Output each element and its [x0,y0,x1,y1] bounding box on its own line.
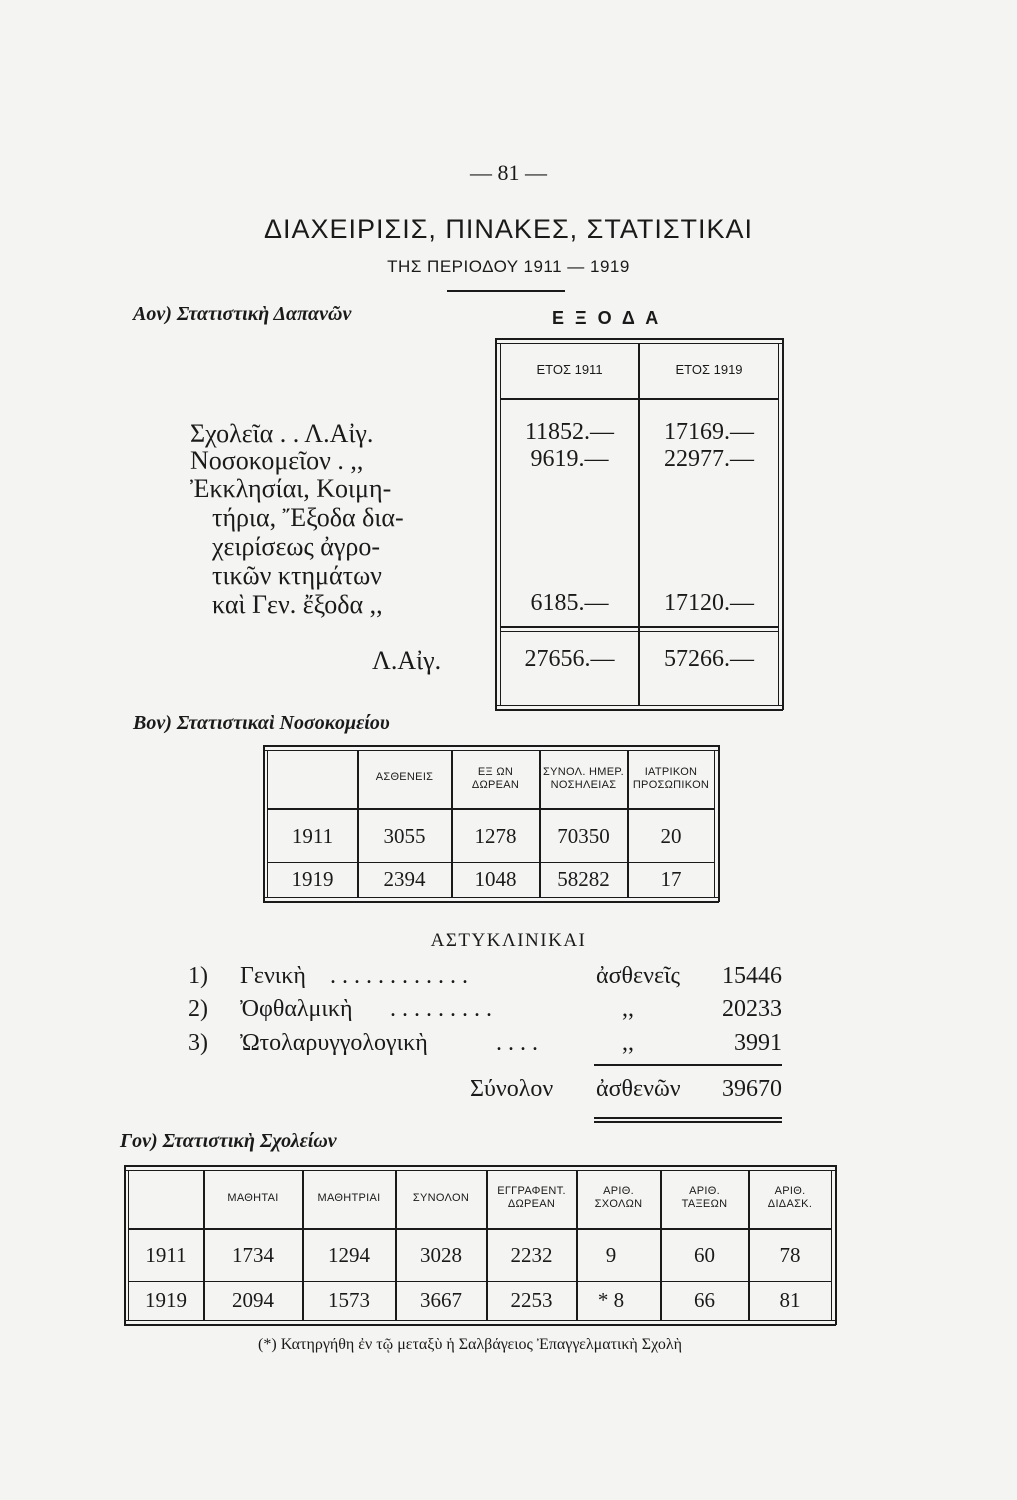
sch-teachers-1919: 81 [779,1288,801,1312]
sch-header-girls: ΜΑΘΗΤΡΙΑΙ [317,1192,381,1204]
clinics-total-rule-2 [594,1121,782,1123]
sch-header-schools-2: ΣΧΟΛΩΝ [594,1198,643,1210]
header-free-1: ΕΞ ΩΝ [477,766,514,778]
clinic-dots-1: . . . . . . . . . . . . [330,963,468,989]
churches-1919: 17120.— [664,590,754,616]
clinics-total-rule-1 [594,1117,782,1119]
hosp-free-1919: 1048 [474,867,517,891]
hosp-patients-1911: 3055 [383,824,426,848]
sch-girls-1911: 1294 [328,1243,370,1267]
sch-header-free-2: ΔΩΡΕΑΝ [507,1198,556,1210]
sch-header-schools-1: ΑΡΙΘ. [603,1185,634,1197]
clinic-num-1: 1) [188,963,208,989]
row-label-churches-4: τικῶν κτημάτων [212,561,382,590]
sch-classes-1911: 60 [694,1243,715,1267]
clinics-total-unit: ἀσθενῶν [596,1076,681,1102]
sch-schools-1919: * 8 [597,1288,625,1312]
hospital-1911: 9619.— [530,446,609,472]
churches-1911: 6185.— [530,590,609,616]
clinic-name-2: Ὀφθαλμικὴ [240,996,353,1022]
sch-year-1911: 1911 [145,1243,187,1267]
hosp-year-1911: 1911 [291,824,334,848]
col-header-1911: ΕΤΟΣ 1911 [536,362,603,377]
total-1919: 57266.— [664,646,754,672]
page-number: — 81 — [470,160,547,185]
hosp-days-1919: 58282 [557,867,610,891]
hosp-staff-1911: 20 [660,824,682,848]
sch-boys-1911: 1734 [232,1243,274,1267]
clinic-num-2: 2) [188,996,208,1022]
footnote: (*) Κατηργήθη ἐν τῷ μεταξὺ ἡ Σαλβάγειος Ἐπαγγελματικὴ Σχολὴ [258,1336,682,1353]
sch-boys-1919: 2094 [232,1288,274,1312]
col-header-1919: ΕΤΟΣ 1919 [675,362,743,377]
sch-header-classes-1: ΑΡΙΘ. [689,1185,720,1197]
sch-schools-1911: 9 [605,1243,617,1267]
sch-year-1919: 1919 [145,1288,187,1312]
hosp-year-1919: 1919 [291,867,334,891]
clinic-unit-3: ,, [622,1030,634,1056]
sch-header-teachers-1: ΑΡΙΘ. [774,1185,806,1197]
sch-free-1919: 2253 [510,1288,553,1312]
row-label-churches-3: χειρίσεως ἀγρο- [212,532,381,561]
row-label-schools: Σχολεῖα . . Λ.Αἰγ. [190,419,374,448]
sch-teachers-1911: 78 [779,1243,801,1267]
section-a-heading: Αον) Στατιστικὴ Δαπανῶν [133,303,352,325]
hospital-1919: 22977.— [664,446,754,472]
sch-header-teachers-2: ΔΙΔΑΣΚ. [767,1198,813,1210]
header-patients: ΑΣΘΕΝΕΙΣ [375,771,434,783]
sch-girls-1919: 1573 [328,1288,370,1312]
clinics-total-label: Σύνολον [470,1076,554,1102]
clinic-dots-2: . . . . . . . . . [390,996,492,1022]
row-label-churches-2: τήρια, Ἔξοδα δια- [212,503,404,532]
row-label-hospital: Νοσοκομεῖον . ,, [190,446,364,475]
row-label-churches-5: καὶ Γεν. ἔξοδα ,, [212,590,383,619]
page-subtitle: ΤΗΣ ΠΕΡΙΟΔΟΥ 1911 — 1919 [387,257,630,276]
page-title: ΔΙΑΧΕΙΡΙΣΙΣ, ΠΙΝΑΚΕΣ, ΣΤΑΤΙΣΤΙΚΑΙ [263,214,754,244]
header-days-1: ΣΥΝΟΛ. ΗΜΕΡ. [543,766,624,778]
sch-header-free-1: ΕΓΓΡΑΦΕΝΤ. [497,1185,566,1197]
hosp-staff-1919: 17 [660,867,682,891]
clinics-sum-rule [594,1064,782,1066]
clinic-name-1: Γενικὴ [240,963,306,989]
header-days-2: ΝΟΣΗΛΕΙΑΣ [550,779,617,791]
header-staff-2: ΠΡΟΣΩΠΙΚΟΝ [632,779,710,791]
sch-total-1911: 3028 [420,1243,462,1267]
schools-1919: 17169.— [664,419,754,445]
clinic-name-3: Ὠτολαρυγγολογικὴ [240,1030,428,1056]
schools-1911: 11852.— [524,419,615,445]
total-label: Λ.Αἰγ. [372,646,442,675]
clinic-unit-1: ἀσθενεῖς [596,963,680,989]
hosp-days-1911: 70350 [557,824,610,848]
clinics-heading: ΑΣΤΥΚΛΙΝΙΚΑΙ [430,930,587,951]
hosp-free-1911: 1278 [474,824,517,848]
section-c-heading: Γον) Στατιστικὴ Σχολείων [120,1130,337,1152]
clinic-value-1: 15446 [722,963,782,989]
expenses-label: Ε Ξ Ο Δ Α [552,308,662,328]
clinic-value-2: 20233 [722,996,782,1022]
clinic-value-3: 3991 [734,1030,782,1056]
clinic-unit-2: ,, [622,996,634,1022]
clinic-dots-3: . . . . [496,1030,538,1056]
header-staff-1: ΙΑΤΡΙΚΟΝ [644,766,698,778]
clinics-total-value: 39670 [722,1076,782,1102]
row-label-churches-1: Ἐκκλησίαι, Κοιμη- [190,474,392,503]
sch-classes-1919: 66 [694,1288,715,1312]
title-divider [447,290,565,292]
sch-header-boys: ΜΑΘΗΤΑΙ [227,1192,279,1204]
sch-header-classes-2: ΤΑΞΕΩΝ [681,1198,728,1210]
hosp-patients-1919: 2394 [383,867,426,891]
section-b-heading: Βον) Στατιστικαὶ Νοσοκομείου [133,712,390,734]
sch-header-total: ΣΥΝΟΛΟΝ [412,1192,470,1204]
clinic-num-3: 3) [188,1030,208,1056]
total-1911: 27656.— [524,646,615,672]
sch-total-1919: 3667 [420,1288,462,1312]
sch-free-1911: 2232 [510,1243,553,1267]
header-free-2: ΔΩΡΕΑΝ [471,779,520,791]
